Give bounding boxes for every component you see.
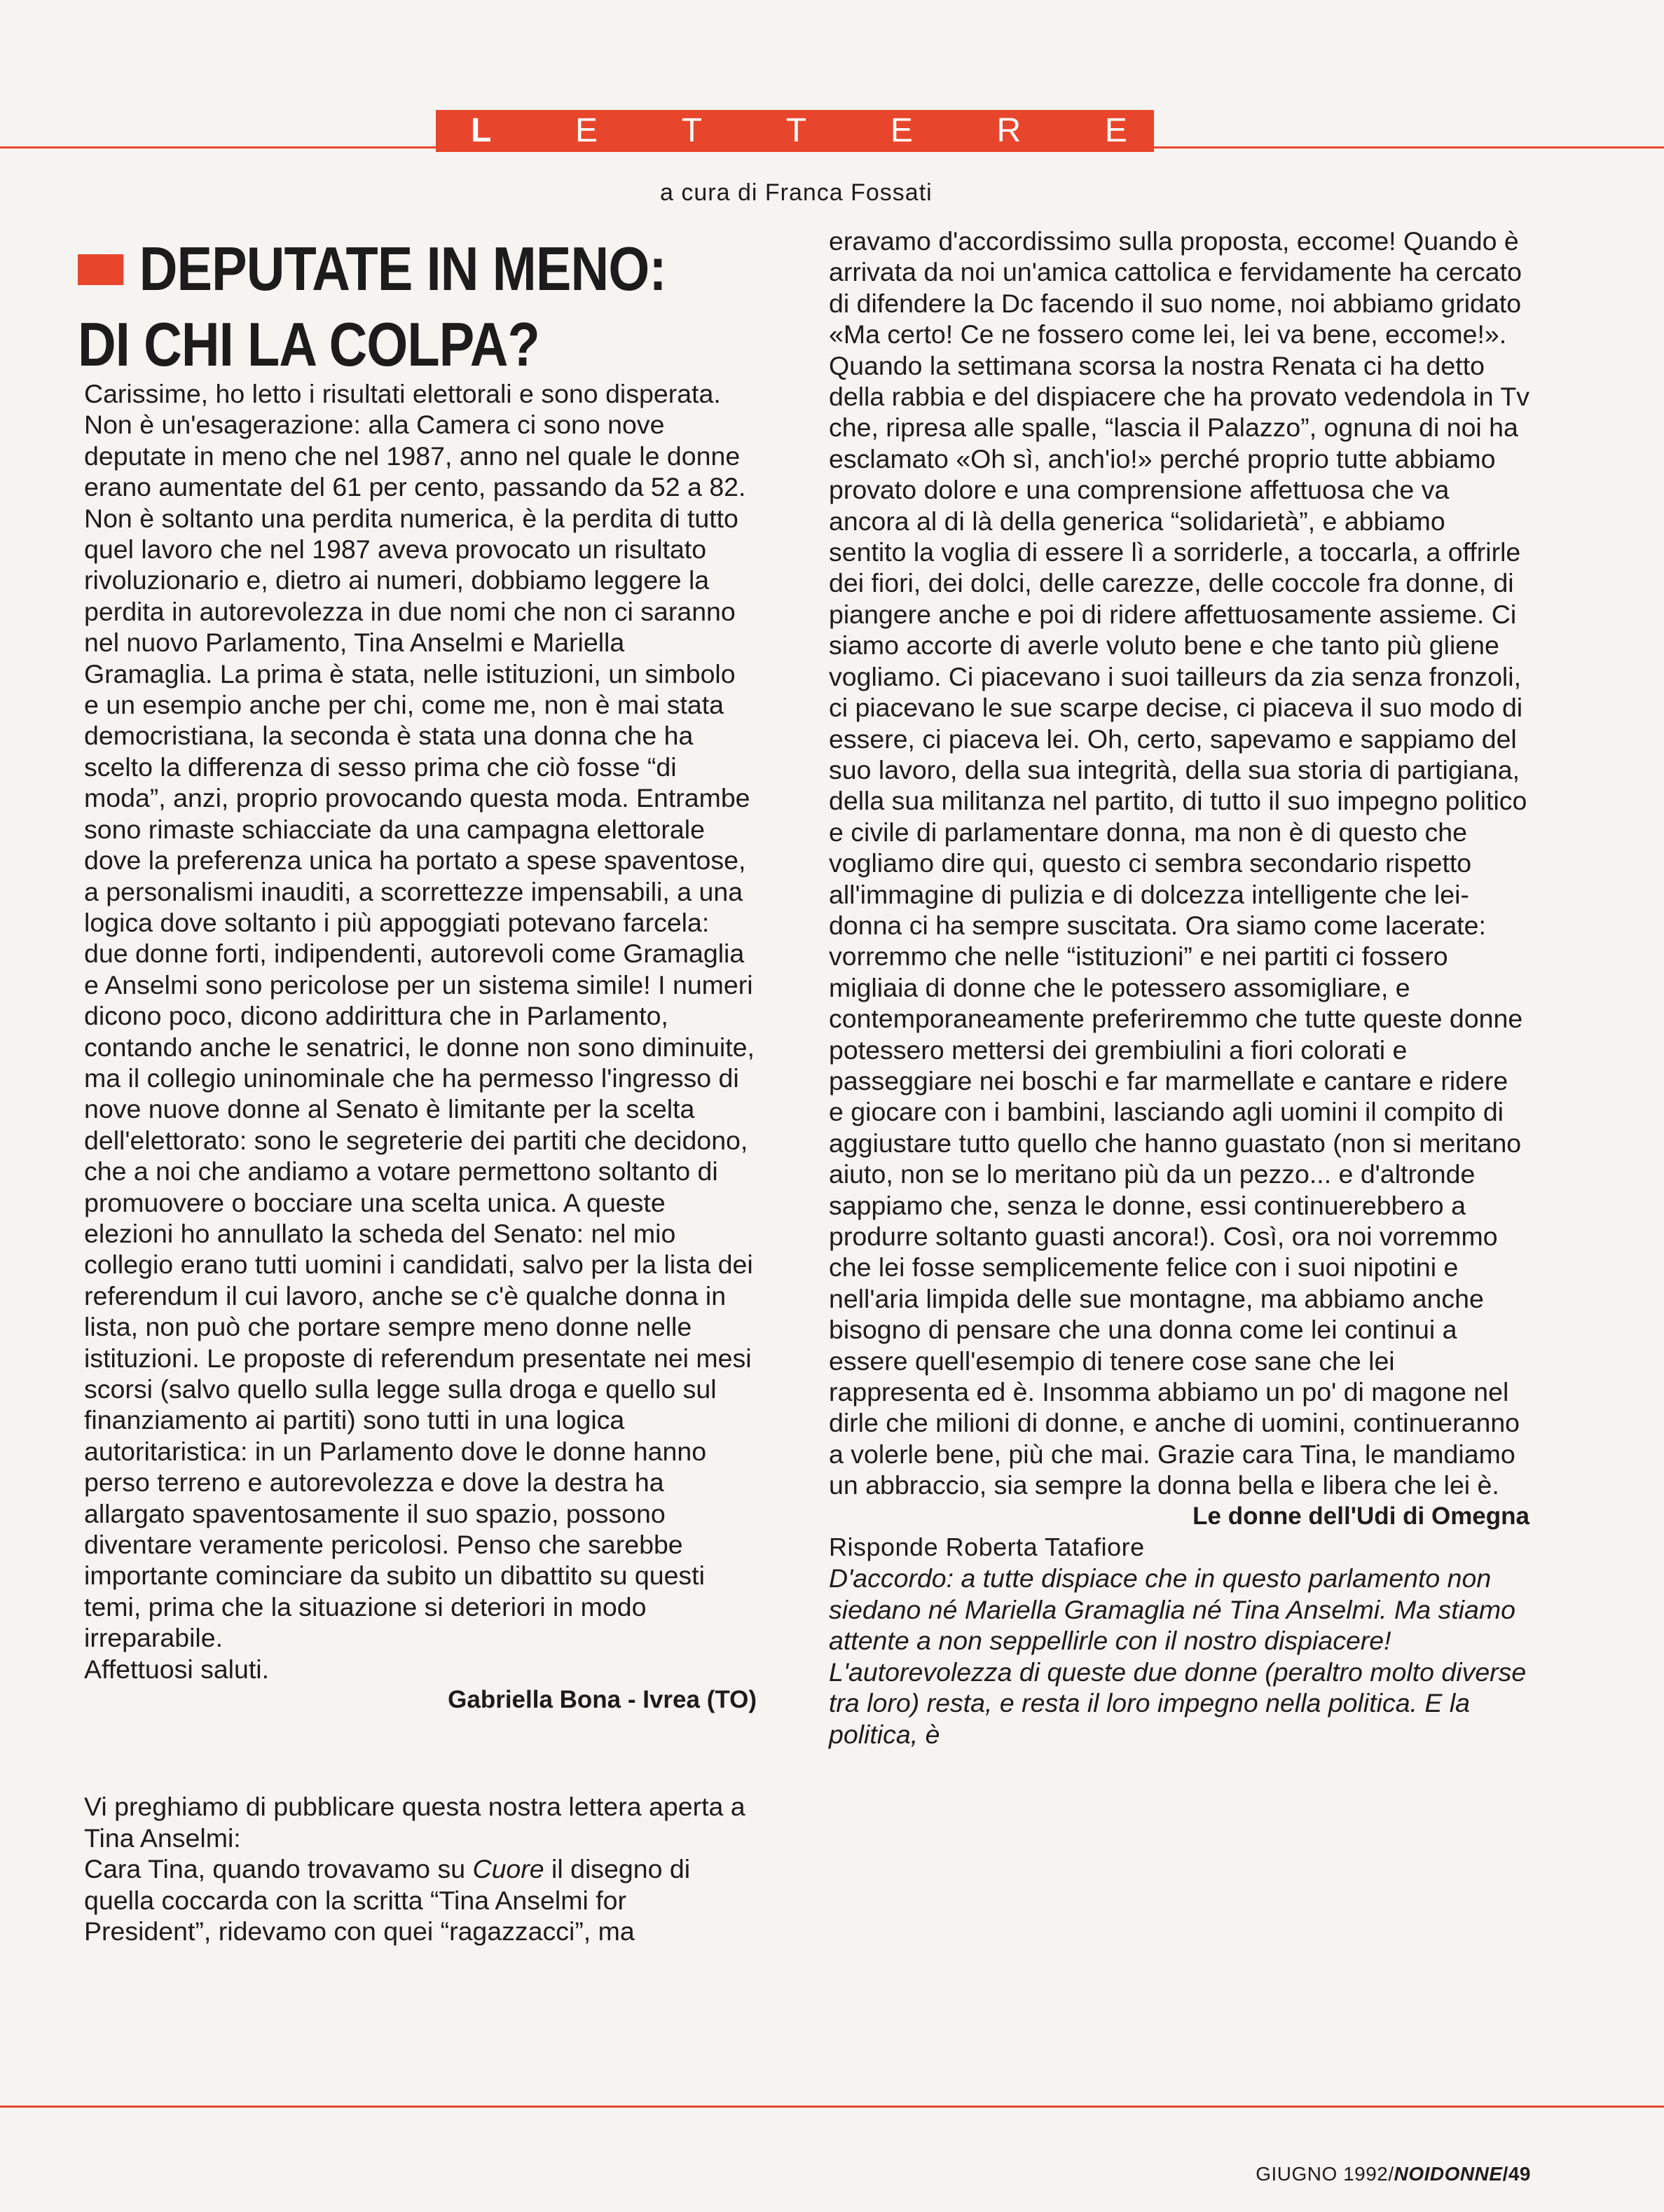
page-number: /49 [1502,2163,1531,2185]
banner-letter: L [471,112,492,149]
left-column [84,378,757,1947]
banner-letter: T [785,112,807,149]
magazine-name: NOIDONNE [1394,2163,1503,2185]
banner-letter: E [890,112,913,149]
banner-letter: E [1104,112,1127,149]
headline-marker [78,254,123,285]
headline-line-1: DEPUTATE IN MENO: [139,234,666,303]
letter2-intro: Vi preghiamo di pubblicare questa nostra lettera aperta a Tina Anselmi: [84,1792,745,1853]
section-banner [436,110,1154,152]
letter2-signature: Le donne dell'Udi di Omegna [1192,1502,1529,1530]
footer-rule [0,2106,1664,2108]
banner-letter: E [575,112,598,149]
reply-heading: Risponde Roberta Tatafiore [829,1533,1145,1562]
letter1-signature: Gabriella Bona - Ivrea (TO) [448,1686,757,1714]
letter1-body: Carissime, ho letto i risultati elettorali e sono disperata. Non è un'esagerazione: alla Camera ci sono nove deputate in meno che nel 1987, anno nel quale le donne erano aumentate del 61 per cento, passando da 52 a 82. Non è soltanto una perdita numerica, è la perdita di tutto quel lavoro che nel 1987 aveva provocato un risultato rivoluzionario e, dietro ai numeri, dobbiamo leggere la perdita in autorevolezza in due nomi che non ci saranno nel nuovo Parlamento, Tina Anselmi e Mariella Gramaglia. La prima è stata, nelle istituzioni, un simbolo e un esempio anche per chi, come me, non è mai stata democristiana, la seconda è stata una donna che ha scelto la differenza di sesso prima che ciò fosse “di moda”, anzi, proprio provocando questa moda. Entrambe sono rimaste schiacciate da una campagna elettorale dove la preferenza unica ha portato a spese spaventose, a personalismi inauditi, a scorrettezze impensabili, a una logica dove soltanto i più appoggiati potevano farcela: due donne forti, indipendenti, autorevoli come Gramaglia e Anselmi sono pericolose per un sistema simile! I numeri dicono poco, dicono addirittura che in Parlamento, contando anche le senatrici, le donne non sono diminuite, ma il collegio uninominale che ha permesso l'ingresso di nove nuove donne al Senato è limitante per la scelta dell'elettorato: sono le segreterie dei partiti che decidono, che a noi che andiamo a votare permettono soltanto di promuovere o bocciare una scelta unica. A queste elezioni ho annullato la scheda del Senato: nel mio collegio erano tutti uomini i candidati, salvo per la lista dei referendum il cui lavoro, anche se c'è qualche donna in lista, non può che portare sempre meno donne nelle istituzioni. Le proposte di referendum presentate nei mesi scorsi (salvo quello sulla legge sulla droga e quello sul finanziamento ai partiti) sono tutti in una logica autoritaristica: in un Parlamento dove le donne hanno perso terreno e autorevolezza e dove la destra ha allargato spaventosamente il suo spazio, possono diventare veramente pericolosi. Penso che sarebbe importante cominciare da subito un dibattito su questi temi, prima che la situazione si deteriori in modo irreparabile. [84,379,755,1653]
curator-credit: a cura di Franca Fossati [660,179,933,206]
banner-letter: T [681,112,703,149]
letter2-body-continued: eravamo d'accordissimo sulla proposta, eccome! Quando è arrivata da noi un'amica cattolica e fervidamente ha cercato di difendere la Dc facendo il suo nome, noi abbiamo gridato «Ma certo! Ce ne fossero come lei, lei va bene, eccome!». Quando la settimana scorsa la nostra Renata ci ha detto della rabbia e del dispiacere che ha provato vedendola in Tv che, ripresa alle spalle, “lascia il Palazzo”, ognuna di noi ha esclamato «Oh sì, anch'io!» perché proprio tutte abbiamo provato dolore e una comprensione affettuosa che va ancora al di là della generica “solidarietà”, e abbiamo sentito la voglia di essere lì a sorriderle, a toccarla, a offrirle dei fiori, dei dolci, delle carezze, delle coccole fra donne, di piangere anche e poi di ridere affettuosamente assieme. Ci siamo accorte di averle voluto bene e che tanto più gliene vogliamo. Ci piacevano i suoi tailleurs da zia senza fronzoli, ci piacevano le sue scarpe decise, ci piaceva il suo modo di essere, ci piaceva lei. Oh, certo, sapevamo e sappiamo del suo lavoro, della sua integrità, della sua storia di partigiana, della sua militanza nel partito, di tutto il suo impegno politico e civile di parlamentare donna, ma non è di questo che vogliamo dire qui, questo ci sembra secondario rispetto all'immagine di pulizia e di dolcezza intelligente che lei-donna ci ha sempre suscitata. Ora siamo come lacerate: vorremmo che nelle “istituzioni” e nei partiti ci fossero migliaia di donne che le potessero assomigliare, e contemporaneamente preferiremmo che tutte queste donne potessero mettersi dei grembiulini a fiori colorati e passeggiare nei boschi e far marmellate e cantare e ridere e giocare con i bambini, lasciando agli uomini il compito di aggiustare tutto quello che hanno guastato (non si meritano aiuto, non se lo meritano più da un pezzo... e d'altronde sappiamo che, senza le donne, essi continuerebbero a produrre soltanto guasti ancora!). Così, ora noi vorremmo che lei fosse semplicemente felice con i suoi nipotini e nell'aria limpida delle sue montagne, ma abbiamo anche bisogno di pensare che una donna come lei continui a essere quell'esempio di tenere cose sane che lei rappresenta ed è. Insomma abbiamo un po' di magone nel dirle che milioni di donne, e anche di uomini, continueranno a volerle bene, più che mai. Grazie cara Tina, le mandiamo un abbraccio, sia sempre la donna bella e libera che lei è. [829,226,1529,1500]
page-footer: GIUGNO 1992/NOIDONNE/49 [1256,2163,1531,2185]
right-column [829,226,1529,1750]
headline-line-2: DI CHI LA COLPA? [78,310,539,379]
cuore-title: Cuore [472,1854,544,1884]
reply-body: D'accordo: a tutte dispiace che in questo parlamento non siedano né Mariella Gramaglia né Tina Anselmi. Ma stiamo attente a non seppellirle con il nostro dispiacere! L'autorevolezza di queste due donne (peraltro molto diverse tra loro) resta, e resta il loro impegno nella politica. E la politica, è [829,1563,1527,1749]
letter1-closing: Affettuosi saluti. [84,1654,270,1684]
banner-letter: R [996,112,1022,149]
letter2-body-start: Cara Tina, quando trovavamo su Cuore il disegno di quella coccarda con la scritta “Tina Anselmi for President”, ridevamo con quei “ragazzacci”, ma [84,1854,691,1947]
headline [78,231,722,382]
